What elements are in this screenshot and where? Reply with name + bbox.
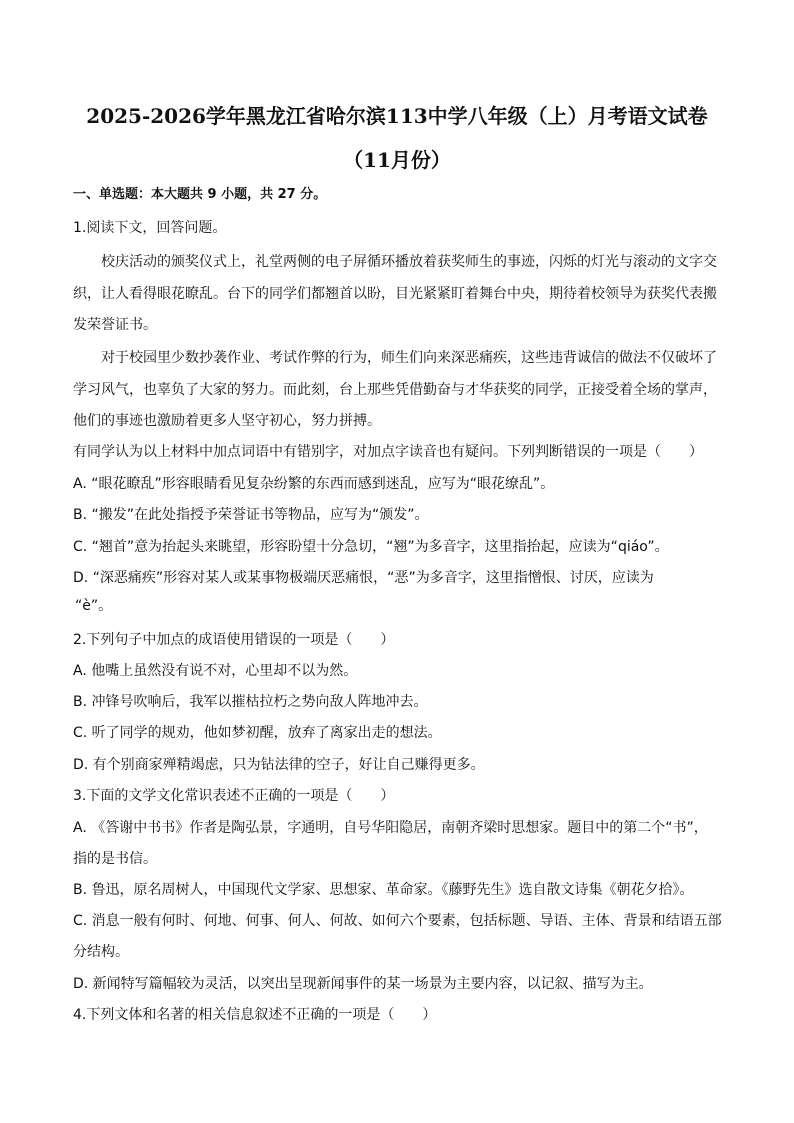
passage-line: 对于校园里少数抄袭作业、考试作弊的行为，师生们向来深恶痛疾，这些违背诚信的做法不仅破坏了	[101, 350, 717, 366]
question-stem: 有同学认为以上材料中加点词语中有错别字，对加点字读音也有疑问。下列判断错误的一项是（ ）	[73, 444, 703, 460]
option-c: C. 消息一般有何时、何地、何事、何人、何故、如何六个要素，包括标题、导语、主体、背景和结语五部	[73, 913, 722, 929]
option-a: A. 他嘴上虽然没有说不对，心里却不以为然。	[73, 663, 358, 679]
question-3-stem: 3.下面的文学文化常识表述不正确的一项是（ ）	[73, 788, 395, 804]
option-a: A. 《答谢中书书》作者是陶弘景，字通明，自号华阳隐居，南朝齐梁时思想家。题目中的第二个“书”，	[73, 820, 708, 836]
option-b: B. 鲁迅，原名周树人，中国现代文学家、思想家、革命家。《藤野先生》选自散文诗集《朝花夕拾》。	[73, 882, 694, 898]
option-d-continued: “è”。	[75, 598, 113, 614]
passage-line: 发荣誉证书。	[73, 317, 157, 333]
option-a-continued: 指的是书信。	[73, 851, 157, 867]
passage-line: 他们的事迹也激励着更多人坚守初心，努力拼搏。	[73, 413, 381, 429]
option-c: C. 听了同学的规劝，他如梦初醒，放弃了离家出走的想法。	[73, 725, 442, 741]
option-d: D. 有个别商家殚精竭虑，只为钻法律的空子，好让自己赚得更多。	[73, 757, 485, 773]
option-a: A. “眼花瞭乱”形容眼睛看见复杂纷繁的东西而感到迷乱，应写为“眼花缭乱”。	[73, 476, 555, 492]
option-d: D. “深恶痛疾”形容对某人或某事物极端厌恶痛恨，“恶”为多音字，这里指憎恨、讨厌，应读为	[73, 570, 654, 586]
option-c-continued: 分结构。	[73, 944, 129, 960]
question-2-stem: 2.下列句子中加点的成语使用错误的一项是（ ）	[73, 632, 395, 648]
page-title: 2025-2026学年黑龙江省哈尔滨113中学八年级（上）月考语文试卷	[86, 104, 708, 128]
option-d: D. 新闻特写篇幅较为灵活，以突出呈现新闻事件的某一场景为主要内容，以记叙、描写为主。	[73, 976, 653, 992]
option-b: B. “搬发”在此处指授予荣誉证书等物品，应写为“颁发”。	[73, 507, 429, 523]
question-4-stem: 4.下列文体和名著的相关信息叙述不正确的一项是（ ）	[73, 1007, 437, 1023]
passage-line: 织，让人看得眼花瞭乱。台下的同学们都翘首以盼，目光紧紧盯着舞台中央，期待着校领导为获奖代表搬	[73, 286, 717, 302]
option-c: C. “翘首”意为抬起头来眺望，形容盼望十分急切，“翘”为多音字，这里指抬起，应读为“qiáo”。	[73, 539, 669, 555]
option-b: B. 冲锋号吹响后，我军以摧枯拉朽之势向敌人阵地冲去。	[73, 694, 428, 710]
page-subtitle: （11月份）	[343, 148, 451, 172]
passage-line: 学习风气，也辜负了大家的努力。而此刻，台上那些凭借勤奋与才华获奖的同学，正接受着全场的掌声，	[73, 382, 717, 398]
passage-line: 校庆活动的颁奖仪式上，礼堂两侧的电子屏循环播放着获奖师生的事迹，闪烁的灯光与滚动的文字交	[101, 254, 717, 270]
question-1-prompt: 1.阅读下文，回答问题。	[73, 220, 227, 236]
section-header: 一、单选题：本大题共 9 小题，共 27 分。	[73, 187, 327, 202]
